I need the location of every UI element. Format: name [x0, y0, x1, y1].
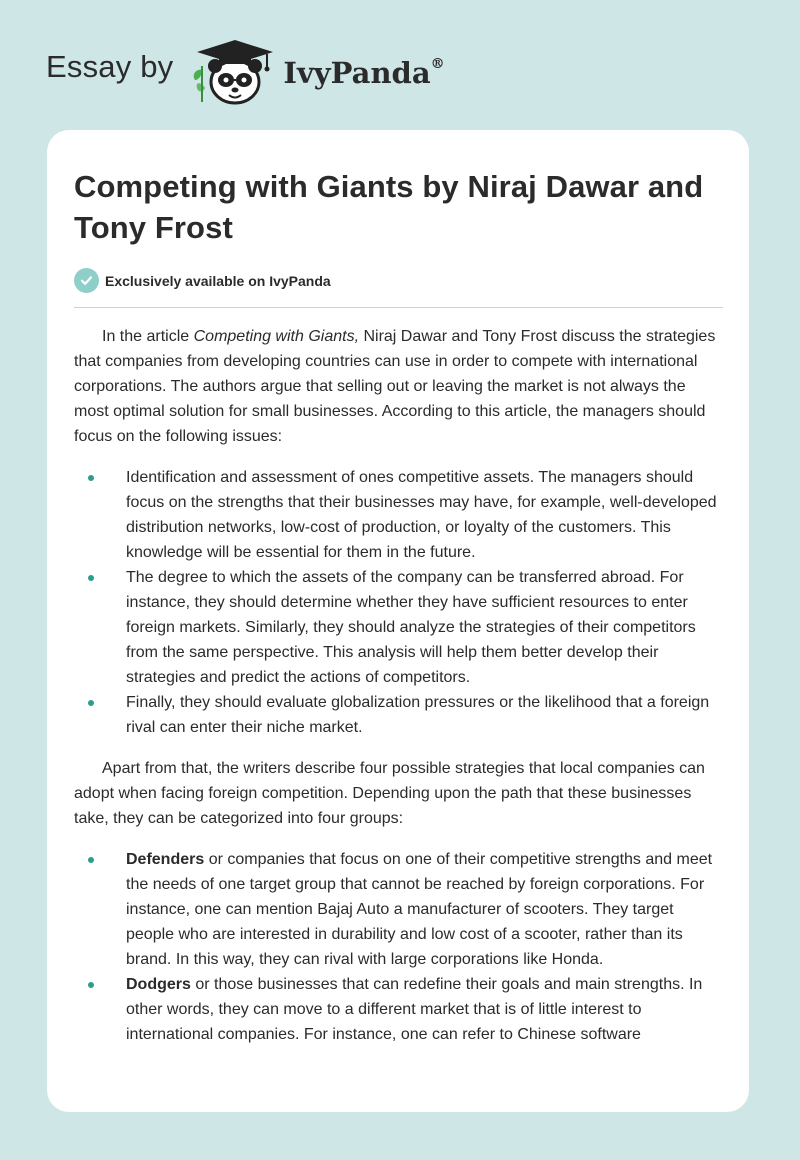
paragraph-2: Apart from that, the writers describe four possible strategies that local companies can adopt when facing foreign competition. Depending upon the path that these businesses take, they can be categorized into four groups: — [74, 760, 705, 827]
exclusive-badge — [74, 268, 723, 308]
list-item: Identification and assessment of ones competitive assets. The managers should focus on the strengths that their businesses may have, for example, well-developed distribution networks, low-cost of production, or loyalty of the customers. This knowledge will be essential for them in the future. — [74, 465, 723, 565]
exclusive-label: Exclusively available on IvyPanda — [105, 272, 331, 289]
page-title: Competing with Giants by Niraj Dawar and Tony Frost — [74, 169, 704, 245]
list-assessment-issues — [74, 465, 723, 740]
essay-body — [74, 324, 723, 1047]
list-item: Finally, they should evaluate globalization pressures or the likelihood that a foreign rival can enter their niche market. — [74, 690, 723, 740]
list-item: The degree to which the assets of the company can be transferred abroad. For instance, they should determine whether they have sufficient resources to enter foreign markets. Similarly, they should analyze the strategies of their competitors from the same perspective. This analysis will help them better develop their strategies and predict the actions of competitors. — [74, 565, 723, 690]
bullet-icon — [88, 857, 94, 863]
panda-graduate-icon — [189, 36, 281, 106]
paragraph-1: In the article Competing with Giants, Niraj Dawar and Tony Frost discuss the strategies that companies from developing countries can use in order to compete with international corporations. The authors argue that selling out or leaving the market is not always the most optimal solution for small businesses. According to this article, the managers should focus on the following issues: — [74, 328, 716, 445]
list-item: Defenders or companies that focus on one of their competitive strengths and meet the needs of one target group that cannot be reached by foreign corporations. For instance, one can mention Bajaj Auto a manufacturer of scooters. They target people who are interested in durability and low cost of a scooter, rather than its brand. In this way, they can rival with large corporations like Honda. — [74, 847, 723, 972]
brand-name[interactable]: IvyPanda® — [283, 56, 445, 90]
check-icon — [74, 268, 99, 293]
essay-card — [47, 130, 749, 1112]
bullet-icon — [88, 575, 94, 581]
list-item: Dodgers or those businesses that can redefine their goals and main strengths. In other words, they can move to a different market that is of little interest to international companies. For instance, one can refer to Chinese software — [74, 972, 723, 1047]
bullet-icon — [88, 475, 94, 481]
essay-by-label: Essay by — [46, 49, 174, 84]
site-header — [46, 36, 445, 106]
bullet-icon — [88, 700, 94, 706]
list-strategies — [74, 847, 723, 1047]
bullet-icon — [88, 982, 94, 988]
